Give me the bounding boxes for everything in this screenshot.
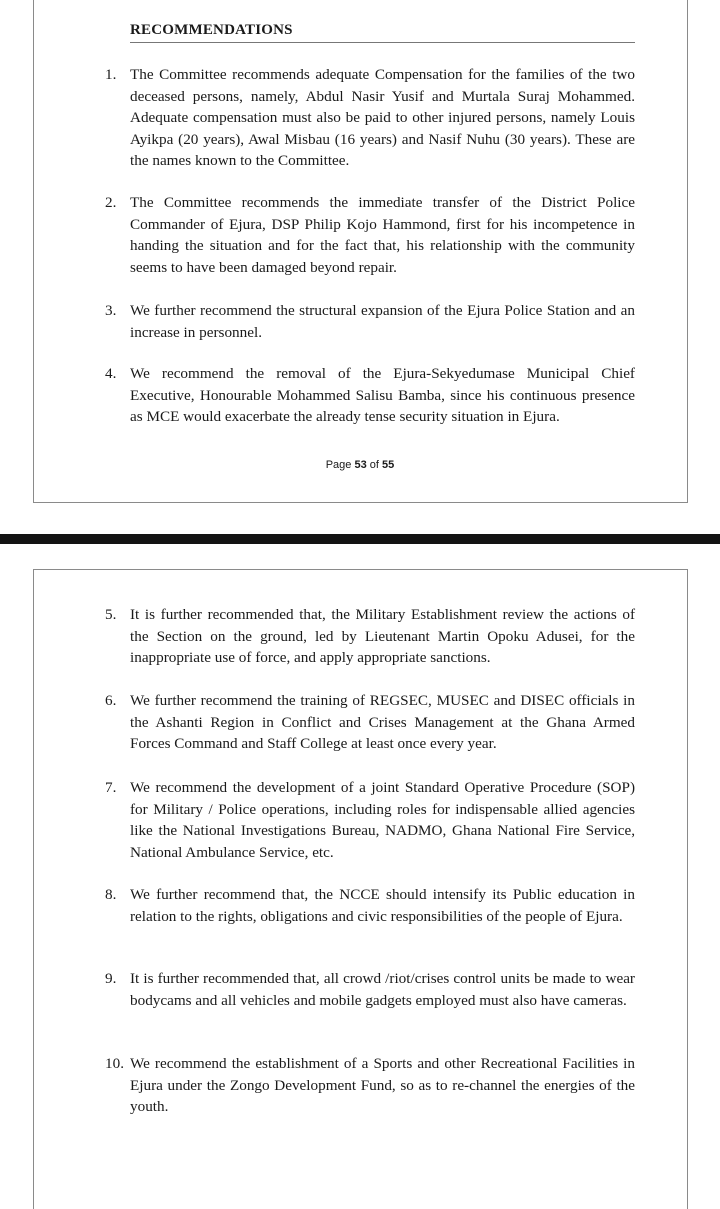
recommendation-item — [105, 363, 635, 428]
item-number: 8. — [105, 886, 117, 903]
item-text: It is further recommended that, all crowd /riot/crises control units be made to wear bodycams and all vehicles and mobile gadgets employed must also have cameras. — [130, 970, 635, 1009]
item-number: 7. — [105, 779, 117, 796]
item-number: 2. — [105, 194, 117, 211]
item-text: We recommend the establishment of a Sports and other Recreational Facilities in Ejura under the Zongo Development Fund, so as to re-channel the energies of the youth. — [130, 1055, 635, 1116]
section-heading: RECOMMENDATIONS — [130, 22, 293, 38]
item-number: 10. — [105, 1055, 124, 1072]
current-page: 53 — [354, 459, 367, 471]
total-pages: 55 — [382, 459, 395, 471]
page-label: Page — [325, 459, 355, 471]
recommendation-item — [105, 604, 635, 669]
recommendation-item — [105, 192, 635, 278]
recommendation-item — [105, 777, 635, 863]
heading-underline — [130, 42, 635, 43]
recommendation-item — [105, 1053, 635, 1118]
item-number: 3. — [105, 302, 117, 319]
recommendation-item — [105, 884, 635, 927]
item-text: We recommend the removal of the Ejura-Sekyedumase Municipal Chief Executive, Honourable Mohammed Salisu Bamba, since his continuous presence as MCE would exacerbate the already tense security situation in Ejura. — [130, 365, 635, 426]
document-page-54 — [0, 544, 720, 1144]
page-number-footer — [0, 459, 720, 471]
item-number: 5. — [105, 606, 117, 623]
item-text: We further recommend that, the NCCE should intensify its Public education in relation to the rights, obligations and civic responsibilities of the people of Ejura. — [130, 886, 635, 925]
item-text: We further recommend the structural expansion of the Ejura Police Station and an increase in personnel. — [130, 302, 635, 341]
item-number: 1. — [105, 66, 117, 83]
recommendation-item — [105, 64, 635, 172]
item-number: 9. — [105, 970, 117, 987]
recommendation-item — [105, 968, 635, 1011]
page-of-label: of — [366, 459, 383, 471]
page-separator — [0, 534, 720, 544]
recommendation-item — [105, 690, 635, 755]
recommendation-item — [105, 300, 635, 343]
item-text: The Committee recommends adequate Compensation for the families of the two deceased persons, namely, Abdul Nasir Yusif and Murtala Suraj Mohammed. Adequate compensation must also be paid to other injured persons, namely Louis Ayikpa (20 years), Awal Misbau (16 years) and Nasif Nuhu (30 years). These are the names known to the Committee. — [130, 66, 635, 170]
item-text: We recommend the development of a joint Standard Operative Procedure (SOP) for Military / Police operations, including roles for indispensable allied agencies like the National Investigations Bureau, NADMO, Ghana National Fire Service, National Ambulance Service, etc. — [130, 779, 635, 861]
item-text: It is further recommended that, the Military Establishment review the actions of the Section on the ground, led by Lieutenant Martin Opoku Adusei, for the inappropriate use of force, and apply appropriate sanctions. — [130, 606, 635, 667]
item-text: We further recommend the training of REGSEC, MUSEC and DISEC officials in the Ashanti Region in Conflict and Crises Management at the Ghana Armed Forces Command and Staff College at least once every year. — [130, 692, 635, 753]
item-number: 4. — [105, 365, 117, 382]
document-page-53 — [0, 0, 720, 534]
item-text: The Committee recommends the immediate transfer of the District Police Commander of Ejura, DSP Philip Kojo Hammond, first for his incompetence in handing the situation and for the fact that, his relationship with the community seems to have been damaged beyond repair. — [130, 194, 635, 276]
item-number: 6. — [105, 692, 117, 709]
